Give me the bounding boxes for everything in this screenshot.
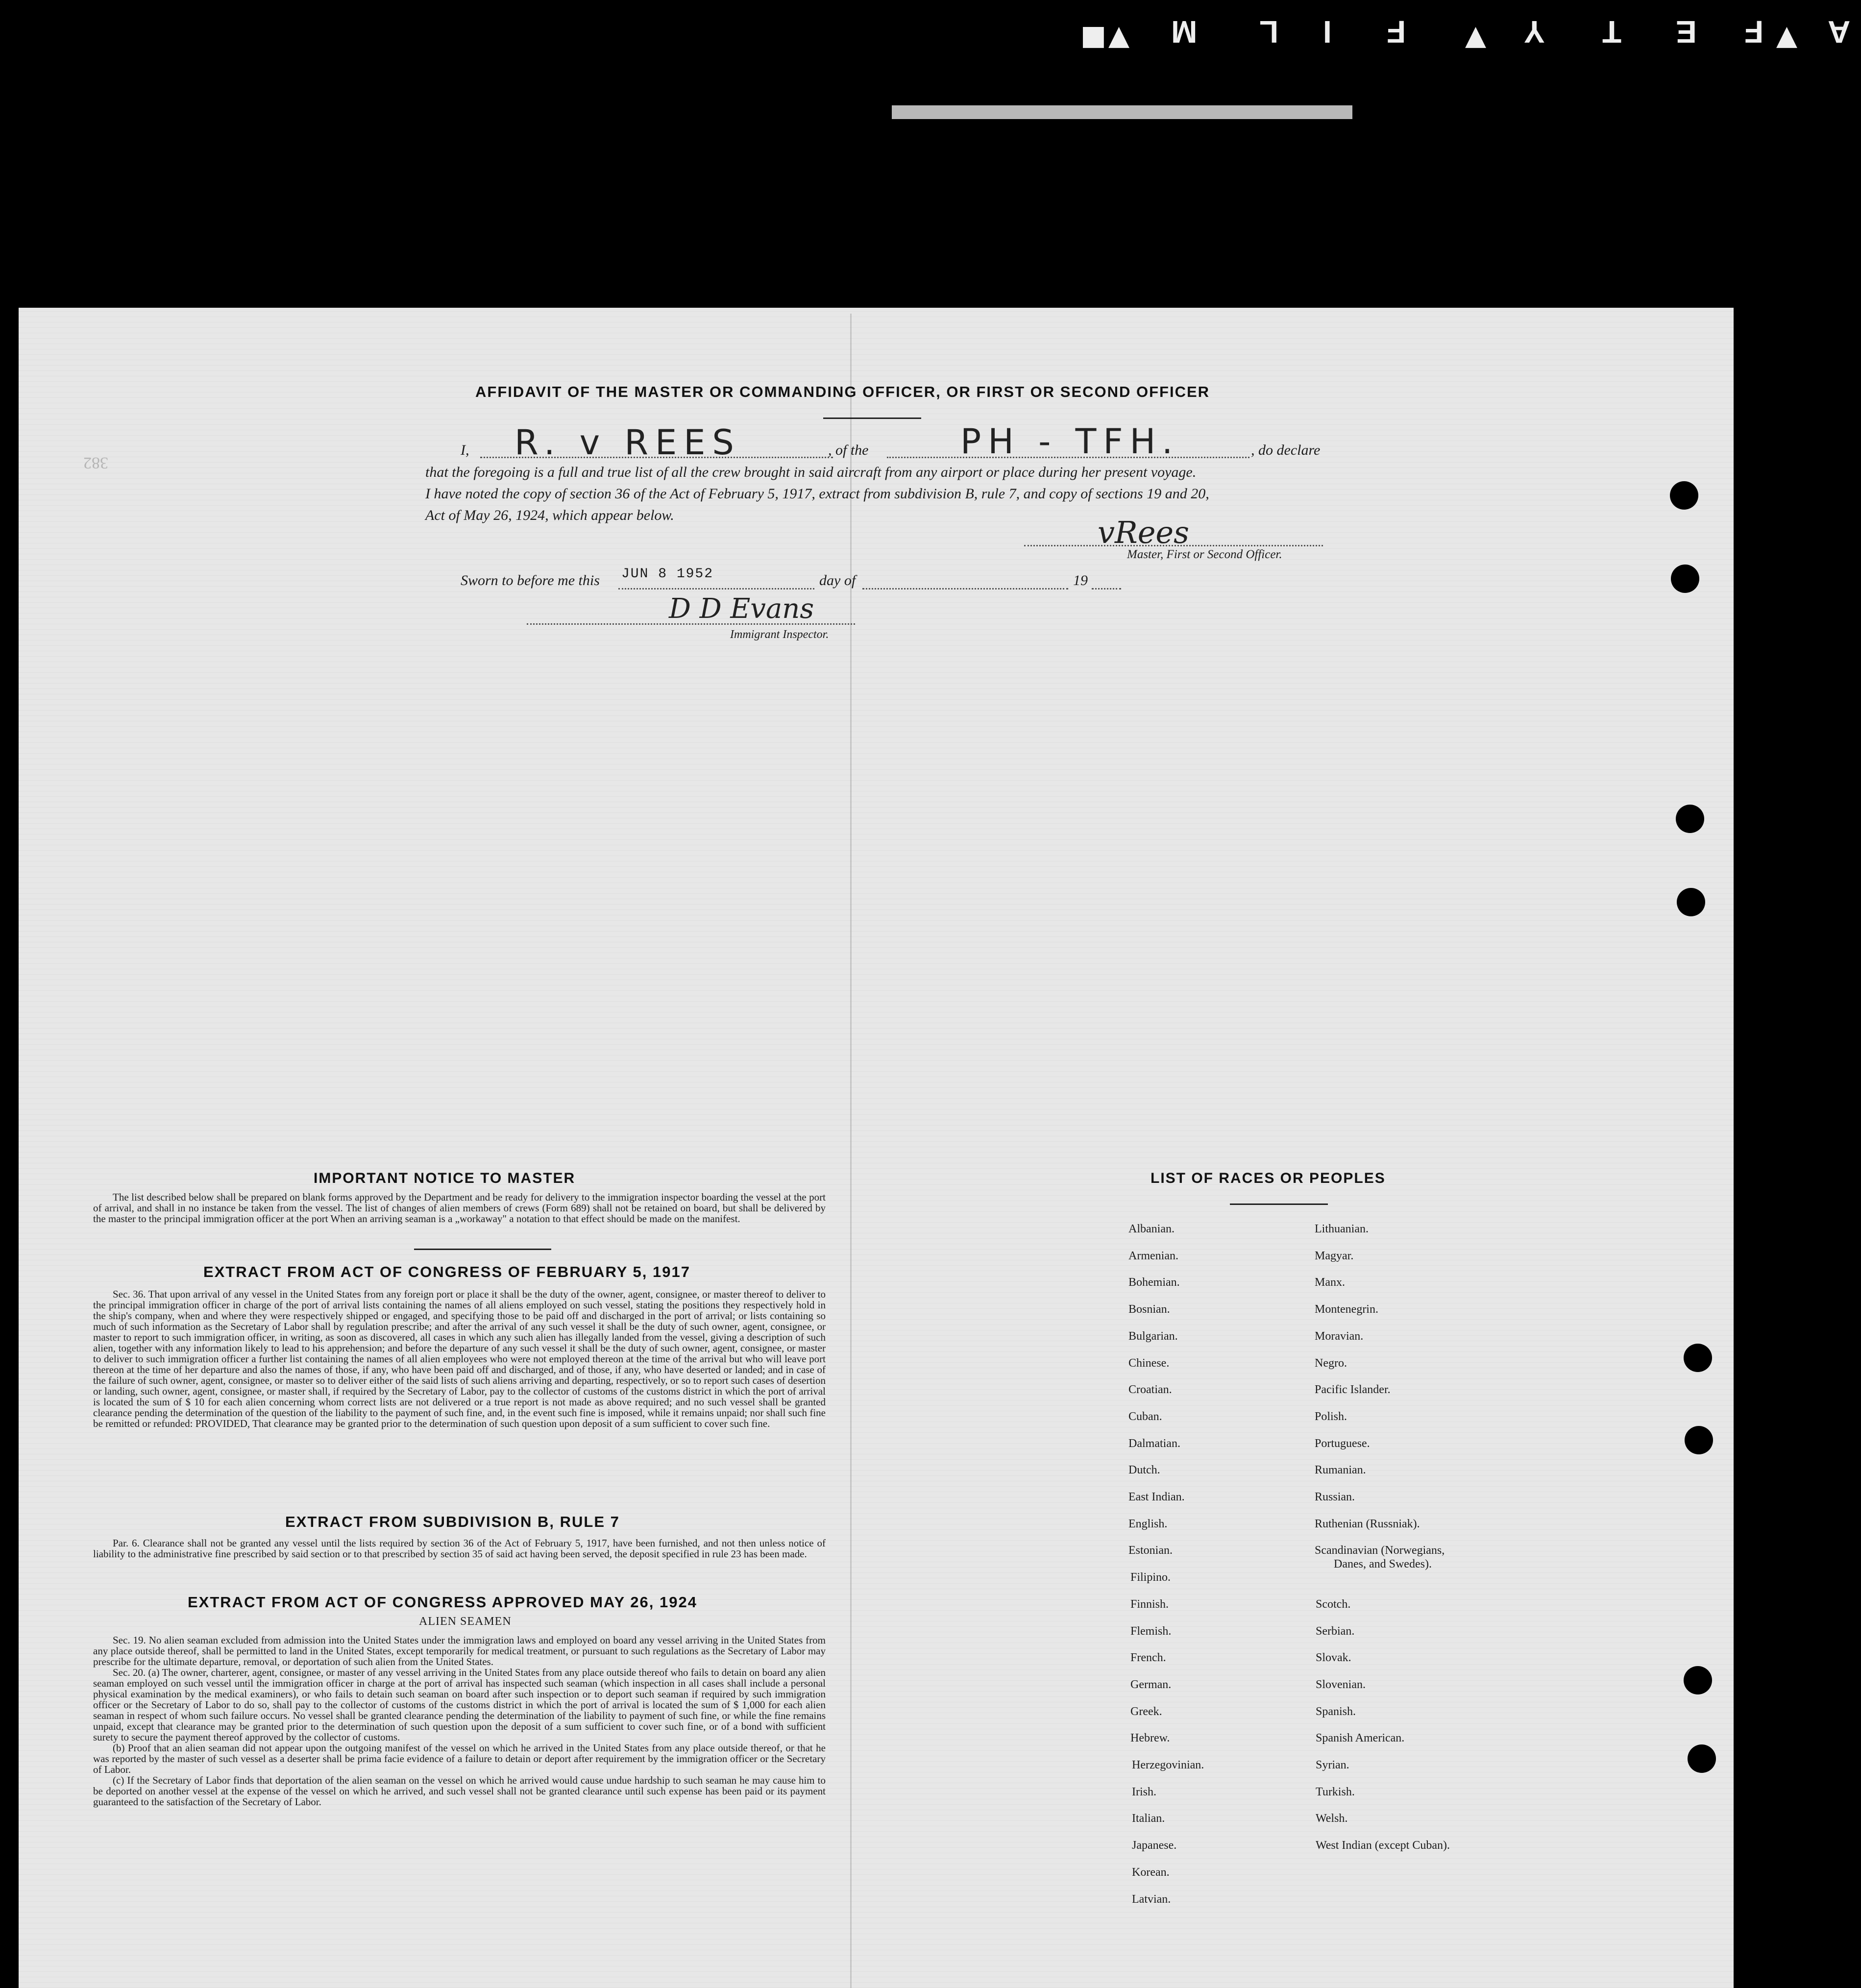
races-title: LIST OF RACES OR PEOPLES	[1151, 1170, 1386, 1186]
extract-1917-text	[93, 1289, 826, 1429]
race-item: Hebrew.	[1130, 1732, 1170, 1744]
race-item: Bosnian.	[1128, 1303, 1170, 1316]
film-triangle-mark: ▲	[1776, 20, 1798, 51]
sec-20c-paragraph: (c) If the Secretary of Labor finds that deportation of the alien seaman on the vessel on which he arrived would cause undue hardship to such seaman he may cause him to be deported on another vessel at the expense of the vessel on which he arrived, and such vessel shall not be granted clearance until such expense has been paid or its payment guaranteed to the satisfaction of the Secretary of Labor.	[93, 1774, 826, 1808]
punch-hole	[1688, 1744, 1716, 1773]
title-rule	[823, 417, 921, 419]
officer-signature: vRees	[1098, 515, 1189, 550]
race-item: Moravian.	[1315, 1330, 1364, 1343]
race-item: Finnish.	[1130, 1598, 1169, 1611]
race-item: Flemish.	[1130, 1625, 1172, 1638]
film-letter: M	[1171, 14, 1198, 49]
inspector-signature-line	[527, 593, 855, 625]
of-the-label: , of the	[828, 442, 869, 458]
race-item: French.	[1130, 1651, 1166, 1664]
affidavit-line-2: that the foregoing is a full and true list of all the crew brought in said aircraft from any airport or place during her present voyage.	[425, 464, 1197, 480]
race-item: German.	[1130, 1678, 1172, 1691]
notice-paragraph: The list described below shall be prepared on blank forms approved by the Department and be ready for delivery to the immigration inspector boarding the vessel at the port of arrival, and shall in no instance be taken from the vessel. The list of changes of alien members of crews (Form 689) shall not be retained on board, but shall be delivered by the master to the principal immigration officer at the port When an arriving seaman is a „workaway" a notation to that effect should be made on the manifest.	[93, 1191, 826, 1225]
month-field	[862, 568, 1068, 589]
day-of-label: day of	[819, 572, 856, 589]
race-item: Herzegovinian.	[1132, 1759, 1204, 1771]
race-item: Spanish American.	[1316, 1732, 1405, 1744]
race-item: Pacific Islander.	[1315, 1383, 1391, 1396]
film-letter: A	[1828, 14, 1851, 49]
race-item: Latvian.	[1132, 1893, 1171, 1906]
race-item: Estonian.	[1128, 1544, 1173, 1557]
race-item: Italian.	[1132, 1812, 1165, 1825]
year-prefix: 19	[1073, 572, 1088, 589]
margin-number: 382	[83, 454, 108, 472]
section-rule	[414, 1249, 551, 1250]
race-item: Irish.	[1132, 1786, 1156, 1798]
aircraft-field	[887, 421, 1249, 462]
film-letter: T	[1602, 14, 1622, 49]
name-field	[480, 422, 833, 463]
inspector-signature: D D Evans	[669, 593, 814, 625]
race-item: Polish.	[1315, 1410, 1347, 1423]
affidavit-line-3: I have noted the copy of section 36 of the Act of February 5, 1917, extract from subdivision B, rule 7, and copy of sections 19 and 20,	[425, 486, 1209, 502]
extract-1924-title: EXTRACT FROM ACT OF CONGRESS APPROVED MAY 26, 1924	[188, 1594, 697, 1611]
race-item: Korean.	[1132, 1866, 1170, 1879]
race-item: Lithuanian.	[1315, 1223, 1369, 1235]
alien-seamen-subtitle: ALIEN SEAMEN	[419, 1615, 512, 1628]
punch-hole	[1670, 481, 1698, 510]
film-letter: E	[1676, 14, 1697, 49]
film-letter: I	[1323, 14, 1332, 49]
film-leader-bar	[892, 105, 1352, 119]
extract-1924-text	[93, 1635, 826, 1807]
film-square-mark: ■	[1080, 20, 1106, 51]
extract-1917-title: EXTRACT FROM ACT OF CONGRESS OF FEBRUARY 5, 1917	[203, 1263, 690, 1280]
race-item: Turkish.	[1316, 1786, 1355, 1798]
race-item: Russian.	[1315, 1491, 1355, 1503]
race-item: Magyar.	[1315, 1250, 1354, 1262]
races-rule	[1230, 1203, 1328, 1205]
punch-hole	[1677, 888, 1705, 916]
punch-hole	[1676, 805, 1704, 833]
race-item: Spanish.	[1316, 1705, 1356, 1718]
sec-20a-paragraph: Sec. 20. (a) The owner, charterer, agent, consignee, or master of any vessel arriving in the United States from any place outside thereof who fails to detain on board any alien seaman employed on such vessel until the immigration officer in charge at the port of arrival has inspected such seaman (which inspection in all cases shall include a personal physical examination by the medical examiners), or who fails to detain such seaman on board after such inspection or to deport such seaman if required by such immigration officer or the Secretary of Labor to do so, shall pay to the collector of customs of the customs district in which the port of arrival is located the sum of $ 1,000 for each alien seaman in respect of whom such failure occurs. No vessel shall be granted clearance pending the determination of the liability to payment of such fine, or while the fine remains unpaid, except that clearance may be granted prior to the determination of such question upon the deposit of a sum sufficient to cover such fine, or of a bond with sufficient surety to secure the payment thereof approved by the collector of customs.	[93, 1667, 826, 1743]
race-item: Filipino.	[1130, 1571, 1171, 1584]
race-item: Dutch.	[1128, 1464, 1160, 1476]
notice-title: IMPORTANT NOTICE TO MASTER	[314, 1170, 576, 1186]
race-item: Portuguese.	[1315, 1437, 1370, 1450]
race-item: Montenegrin.	[1315, 1303, 1378, 1316]
affidavit-title: AFFIDAVIT OF THE MASTER OR COMMANDING OFFICER, OR FIRST OR SECOND OFFICER	[475, 383, 1210, 400]
notice-text	[93, 1192, 826, 1224]
race-item: Armenian.	[1128, 1250, 1178, 1262]
rule7-title: EXTRACT FROM SUBDIVISION B, RULE 7	[285, 1513, 620, 1530]
film-letter: Y	[1524, 14, 1545, 49]
race-item: English.	[1128, 1518, 1168, 1530]
sworn-date-field	[618, 568, 814, 589]
sec-19-paragraph: Sec. 19. No alien seaman excluded from admission into the United States under the immigration laws and employed on board any vessel arriving in the United States from any place outside thereof, shall be permitted to land in the United States, except temporarily for medical treatment, or pursuant to such regulations as the Secretary of Labor may prescribe for the ultimate departure, removal, or deportation of such alien from the United States.	[93, 1634, 826, 1668]
race-item: Ruthenian (Russniak).	[1315, 1518, 1420, 1530]
race-item: Slovak.	[1316, 1651, 1351, 1664]
race-item: Serbian.	[1316, 1625, 1355, 1638]
race-item: Negro.	[1315, 1357, 1347, 1370]
film-triangle-mark: ▲	[1108, 20, 1130, 51]
sec-20b-paragraph: (b) Proof that an alien seaman did not appear upon the outgoing manifest of the vessel on which he arrived in the United States from any place outside thereof, or that he was reported by the master of such vessel as a deserter shall be prima facie evidence of a failure to detain or deport after requirement by the immigration officer or the Secretary of Labor.	[93, 1742, 826, 1775]
inspector-caption: Immigrant Inspector.	[730, 628, 829, 641]
rule7-paragraph: Par. 6. Clearance shall not be granted any vessel until the lists required by section 36 of the Act of February 5, 1917, have been furnished, and not then unless notice of liability to the administrative fine prescribed by said section or to that prescribed by section 35 of said act having been served, the deposit specified in rule 23 has been made.	[93, 1537, 826, 1560]
race-item: Bohemian.	[1128, 1276, 1180, 1289]
do-declare-label: , do declare	[1251, 442, 1321, 458]
race-item: Manx.	[1315, 1276, 1345, 1289]
race-item: Danes, and Swedes).	[1334, 1558, 1432, 1571]
race-item: Croatian.	[1128, 1383, 1172, 1396]
race-item: East Indian.	[1128, 1491, 1185, 1503]
race-item: Cuban.	[1128, 1410, 1162, 1423]
race-item: West Indian (except Cuban).	[1316, 1839, 1450, 1852]
film-letter: L	[1259, 14, 1279, 49]
center-fold	[850, 314, 852, 1988]
punch-hole	[1684, 1666, 1712, 1694]
sworn-label: Sworn to before me this	[461, 572, 600, 589]
film-strip-header	[0, 0, 1861, 69]
affidavit-line-4: Act of May 26, 1924, which appear below.	[425, 507, 674, 523]
aircraft-handwritten: PH - TFH.	[960, 421, 1180, 462]
i-label: I,	[461, 442, 469, 458]
film-triangle-mark: ▲	[1465, 20, 1487, 51]
officer-signature-line	[1024, 515, 1323, 550]
sworn-date-stamp: JUN 8 1952	[621, 566, 714, 582]
race-item: Slovenian.	[1316, 1678, 1366, 1691]
film-letter: F	[1744, 14, 1764, 49]
rule7-text	[93, 1538, 826, 1559]
name-handwritten: R. v REES	[514, 422, 741, 463]
race-item: Greek.	[1130, 1705, 1162, 1718]
race-item: Welsh.	[1316, 1812, 1348, 1825]
punch-hole	[1684, 1344, 1712, 1372]
punch-hole	[1671, 564, 1699, 593]
extract-1917-paragraph: Sec. 36. That upon arrival of any vessel in the United States from any foreign port or place it shall be the duty of the owner, agent, consignee, or master thereof to deliver to the principal immigration officer in charge of the port of arrival lists containing the names of all aliens employed on such vessel, stating the positions they respectively hold in the ship's company, when and where they were respectively shipped or engaged, and specifying those to be paid off and discharged in the port of arrival; or lists containing so much of such information as the Secretary of Labor shall by regulation prescribe; and after the arrival of any such vessel it shall be the duty of such owner, agent, consignee, or master to report to such immigration officer, in writing, as soon as discovered, all cases in which any such alien has illegally landed from the vessel, giving a description of such alien, together with any information likely to lead to his apprehension; and before the departure of any such vessel it shall be the duty of such owner, agent, consignee, or master to deliver to such immigration officer a further list containing the names of all alien employees who were not employed thereon at the time of the arrival but who will leave port thereon at the time of her departure and also the names of those, if any, who have been paid off and discharged, and of those, if any, who have deserted or landed; and in case of the failure of such owner, agent, consignee, or master so to deliver either of the said lists of such aliens arriving and departing, respectively, or so to report such cases of desertion or landing, such owner, agent, consignee, or master shall, if required by the Secretary of Labor, pay to the collector of customs of the customs district in which the port of arrival is located the sum of $ 10 for each alien concerning whom correct lists are not delivered or a true report is not made as above required; and no such vessel shall be granted clearance pending the determination of the question of the liability to the payment of such fine, and, in the event such fine is imposed, while it remains unpaid; nor shall such fine be remitted or refunded: PROVIDED, That clearance may be granted prior to the determination of such question upon deposit of a sum sufficient to cover such fine.	[93, 1288, 826, 1429]
punch-hole	[1685, 1426, 1713, 1454]
race-item: Scandinavian (Norwegians,	[1315, 1544, 1445, 1557]
race-item: Scotch.	[1316, 1598, 1351, 1611]
race-item: Dalmatian.	[1128, 1437, 1180, 1450]
race-item: Albanian.	[1128, 1223, 1175, 1235]
race-item: Bulgarian.	[1128, 1330, 1178, 1343]
race-item: Rumanian.	[1315, 1464, 1366, 1476]
film-letter: F	[1387, 14, 1406, 49]
year-field	[1092, 568, 1121, 589]
race-item: Chinese.	[1128, 1357, 1170, 1370]
officer-caption: Master, First or Second Officer.	[1127, 548, 1282, 561]
race-item: Syrian.	[1316, 1759, 1349, 1771]
race-item: Japanese.	[1132, 1839, 1177, 1852]
